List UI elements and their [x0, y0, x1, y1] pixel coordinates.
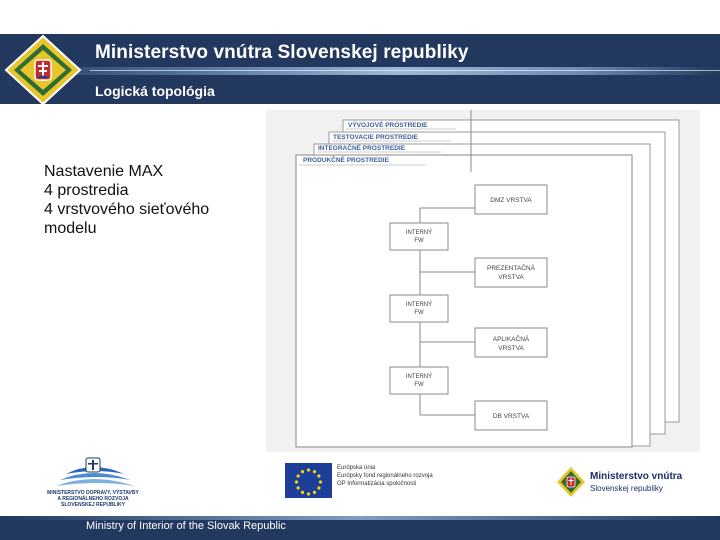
env-panel-prod	[296, 155, 632, 447]
content-text	[44, 162, 209, 238]
header-gradient-band	[0, 67, 720, 75]
layer-label: PREZENTAČNÁ	[487, 265, 535, 272]
content-line: Nastavenie MAX	[44, 163, 164, 180]
content-line: modelu	[44, 220, 97, 237]
env-label: VÝVOJOVÉ PROSTREDIE	[348, 122, 428, 129]
svg-text:FW: FW	[414, 310, 424, 316]
ministry-emblem-icon	[4, 34, 82, 106]
env-label: PRODUKČNÉ PROSTREDIE	[303, 157, 389, 164]
svg-text:INTERNÝ: INTERNÝ	[405, 302, 433, 308]
layer-label: VRSTVA	[498, 345, 524, 352]
content-line: 4 prostredia	[44, 182, 129, 199]
eu-flag-icon	[285, 463, 332, 498]
env-label: TESTOVACIE PROSTREDIE	[333, 134, 418, 141]
page-subtitle: Logická topológia	[95, 83, 215, 99]
firewall-box	[390, 223, 448, 250]
firewall-box	[390, 295, 448, 322]
svg-text:FW: FW	[414, 238, 424, 244]
env-label: INTEGRAČNÉ PROSTREDIE	[318, 145, 406, 152]
content-line: 4 vrstvového sieťového	[44, 201, 210, 218]
ministry-logo-subtitle: Slovenskej republiky	[590, 484, 663, 493]
topology-diagram	[266, 110, 700, 452]
svg-text:FW: FW	[414, 382, 424, 388]
footer-text: Ministry of Interior of the Slovak Republic	[86, 520, 286, 532]
layer-label: VRSTVA	[498, 274, 524, 281]
layer-label: APLIKAČNÁ	[492, 336, 530, 343]
page-title: Ministerstvo vnútra Slovenskej republiky	[95, 42, 469, 63]
ministry-small-emblem-icon	[556, 466, 586, 498]
header-divider	[90, 70, 720, 71]
layer-box-presentation	[475, 258, 547, 287]
eu-text: Európska únia Európsky fond regionálneho rozvoja OP Informatizácia spoločnosti	[337, 465, 433, 487]
layer-label: DB VRSTVA	[492, 413, 530, 420]
ministry-logo-name: Ministerstvo vnútra	[590, 471, 683, 482]
svg-text:INTERNÝ: INTERNÝ	[405, 230, 433, 236]
firewall-box	[390, 367, 448, 394]
svg-text:INTERNÝ: INTERNÝ	[405, 374, 433, 380]
mdv-logo-text: MINISTERSTVO DOPRAVY, VÝSTAVBY A REGIONÁLNEHO ROZVOJA SLOVENSKEJ REPUBLIKY	[47, 490, 139, 508]
layer-label: DMZ VRSTVA	[490, 197, 532, 204]
